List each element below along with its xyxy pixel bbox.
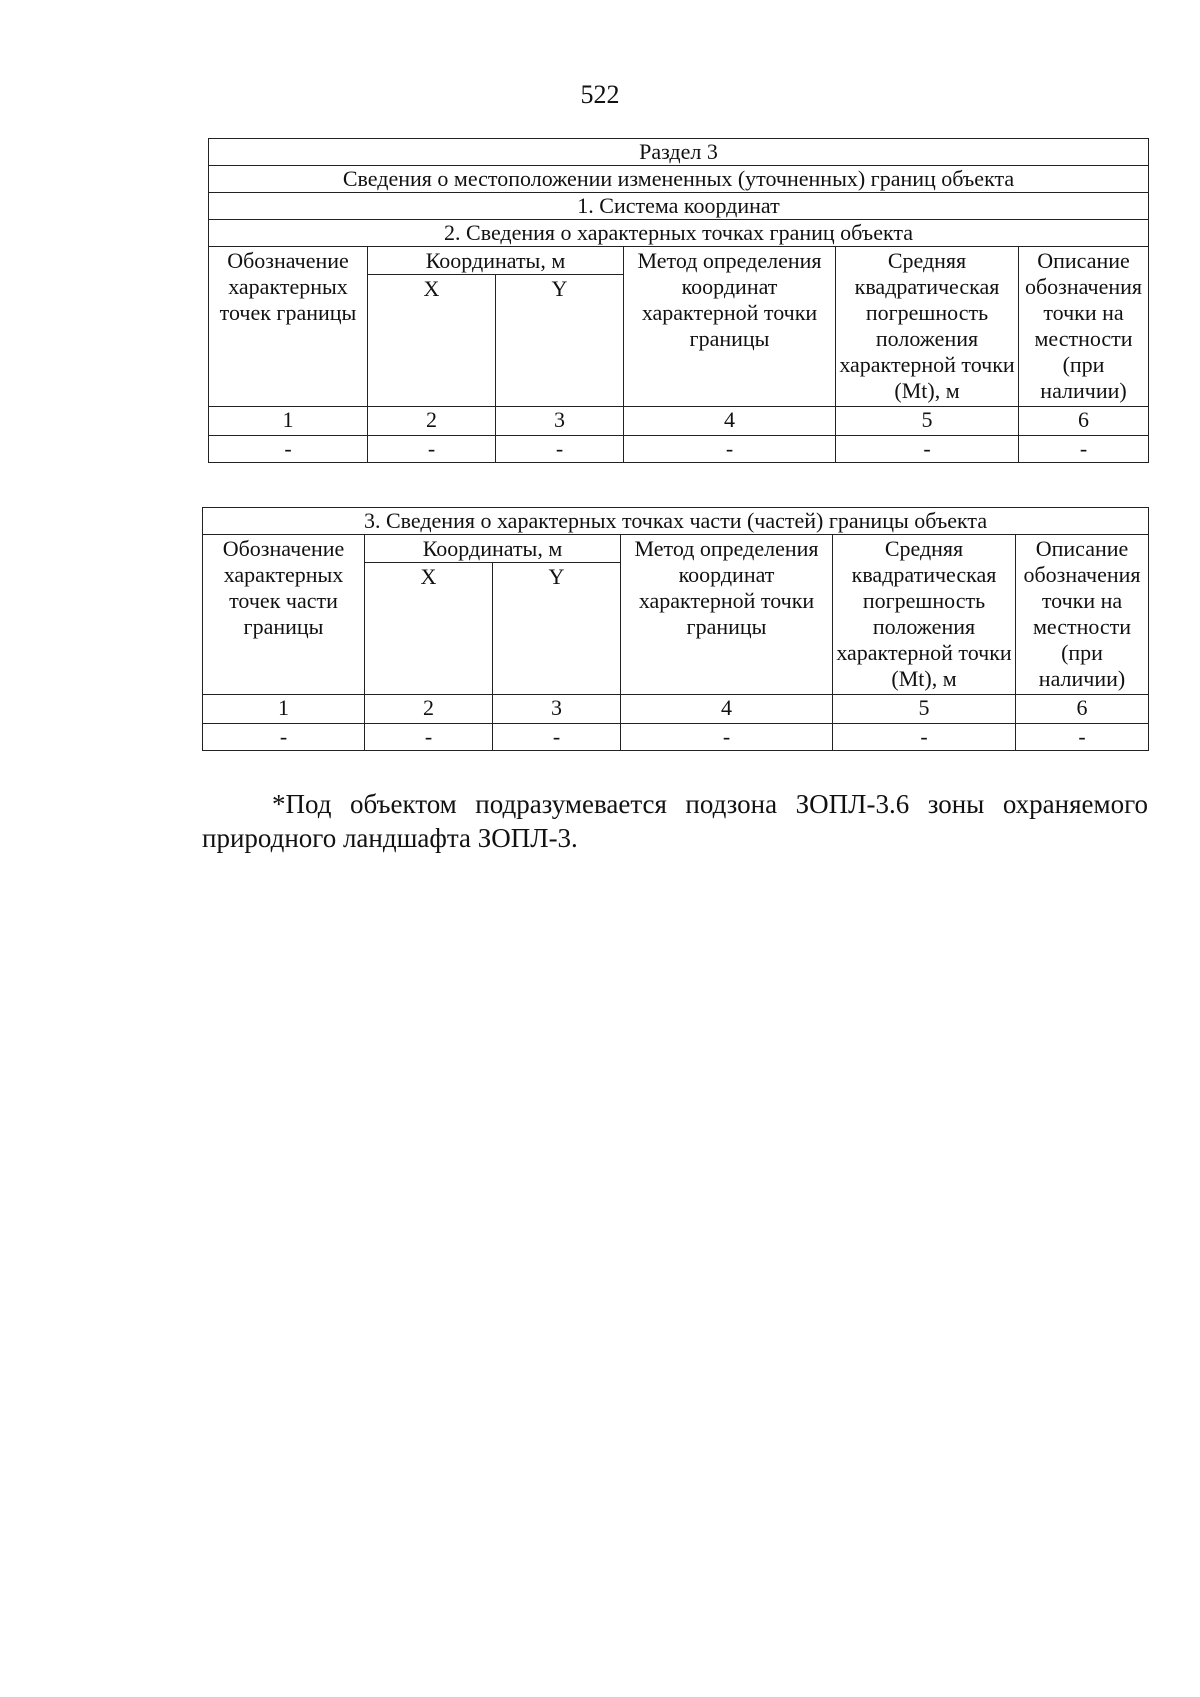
table-cell: - <box>1016 724 1149 751</box>
table-cell: - <box>203 724 365 751</box>
col-error: Средняя квадратическая погрешность положения характерной точки (Mt), м <box>833 535 1016 695</box>
heading-row <box>209 166 1149 193</box>
column-number: 5 <box>836 407 1019 436</box>
table-cell: - <box>624 436 836 463</box>
boundary-points-table <box>208 138 1149 463</box>
part-boundary-points-table <box>202 507 1149 751</box>
column-numbers-row <box>203 695 1149 724</box>
subsection-3-row <box>203 508 1149 535</box>
column-numbers-row <box>209 407 1149 436</box>
subsection-1-row <box>209 193 1149 220</box>
column-number: 2 <box>365 695 493 724</box>
col-coordinates: Координаты, м <box>365 535 621 563</box>
section-heading: Сведения о местоположении измененных (уточненных) границ объекта <box>209 166 1149 193</box>
col-y: Y <box>493 563 621 695</box>
col-x: X <box>365 563 493 695</box>
table-cell: - <box>836 436 1019 463</box>
subsection-part-boundary-points: 3. Сведения о характерных точках части (частей) границы объекта <box>203 508 1149 535</box>
column-number: 6 <box>1019 407 1149 436</box>
column-number: 1 <box>203 695 365 724</box>
table-cell: - <box>493 724 621 751</box>
table-cell: - <box>365 724 493 751</box>
col-method: Метод определения координат характерной точки границы <box>621 535 833 695</box>
table-row <box>203 724 1149 751</box>
table-cell: - <box>833 724 1016 751</box>
col-y: Y <box>496 275 624 407</box>
column-number: 1 <box>209 407 368 436</box>
col-description: Описание обозначения точки на местности (при наличии) <box>1016 535 1149 695</box>
column-number: 3 <box>496 407 624 436</box>
col-description: Описание обозначения точки на местности (при наличии) <box>1019 247 1149 407</box>
footnote: *Под объектом подразумевается подзона ЗОПЛ-3.6 зоны охраняемого природного ландшафта ЗОПЛ-3. <box>202 789 1148 853</box>
column-number: 3 <box>493 695 621 724</box>
table-cell: - <box>621 724 833 751</box>
column-number: 4 <box>621 695 833 724</box>
table-row <box>209 436 1149 463</box>
col-method: Метод определения координат характерной точки границы <box>624 247 836 407</box>
table-header-row <box>203 535 1149 563</box>
subsection-2-row <box>209 220 1149 247</box>
col-x: X <box>368 275 496 407</box>
column-number: 2 <box>368 407 496 436</box>
page-number: 522 <box>580 80 620 109</box>
section-title-row <box>209 139 1149 166</box>
section-title: Раздел 3 <box>209 139 1149 166</box>
column-number: 5 <box>833 695 1016 724</box>
col-coordinates: Координаты, м <box>368 247 624 275</box>
table-cell: - <box>1019 436 1149 463</box>
col-designation: Обозначение характерных точек границы <box>209 247 368 407</box>
subsection-coordinate-system: 1. Система координат <box>209 193 1149 220</box>
table-cell: - <box>368 436 496 463</box>
table-cell: - <box>496 436 624 463</box>
column-number: 6 <box>1016 695 1149 724</box>
column-number: 4 <box>624 407 836 436</box>
col-designation: Обозначение характерных точек части границы <box>203 535 365 695</box>
col-error: Средняя квадратическая погрешность положения характерной точки (Mt), м <box>836 247 1019 407</box>
table-header-row <box>209 247 1149 275</box>
table-cell: - <box>209 436 368 463</box>
subsection-boundary-points: 2. Сведения о характерных точках границ объекта <box>209 220 1149 247</box>
